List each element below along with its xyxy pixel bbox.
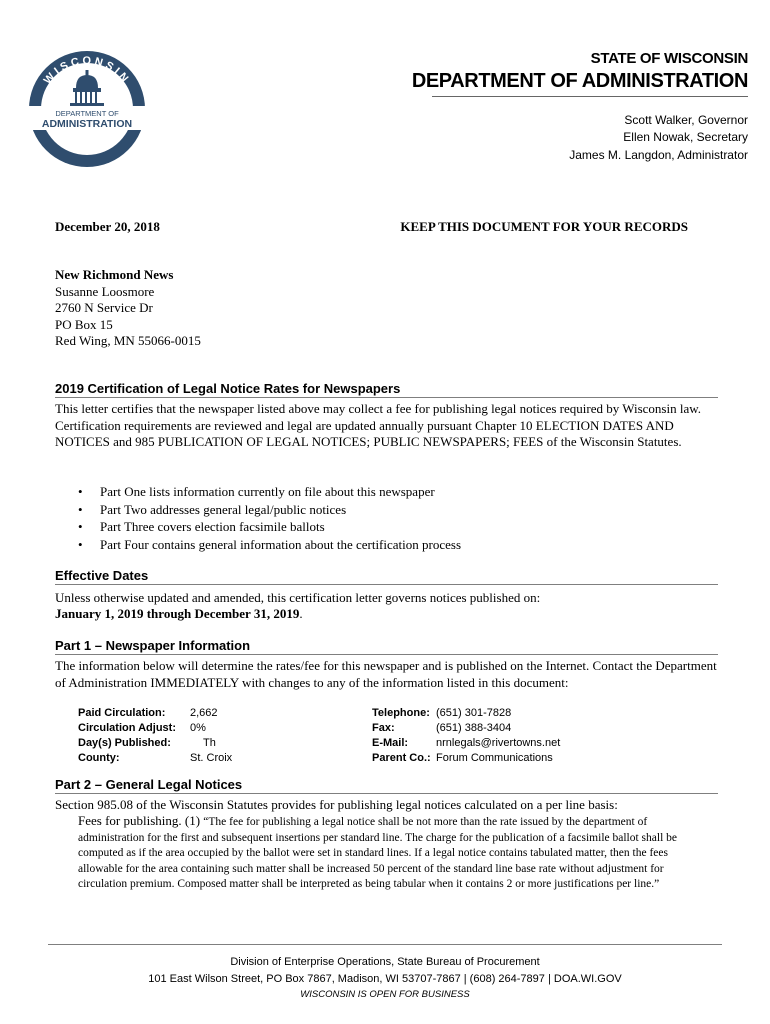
part1-body: The information below will determine the rates/fee for this newspaper and is published on the Internet. Contact the Department of Administration IMMEDIATELY with changes to any of the information listed in this document: xyxy=(55,658,717,690)
header-state: STATE OF WISCONSIN xyxy=(590,50,748,67)
logo-bottom-text: DOA.WI.GOV xyxy=(62,136,112,151)
footer-divider xyxy=(48,944,722,945)
list-item: • Part Two addresses general legal/public notices xyxy=(78,501,461,519)
certification-body: This letter certifies that the newspaper listed above may collect a fee for publishing legal notices required by Wisconsin law. Certification requirements are reviewed and legal are updated annually pursuant Chapter 10 ELECTION DATES AND NOTICES and 985 PUBLICATION OF LEGAL NOTICES; PUBLIC NEWSPAPERS; FEES of the Wisconsin Statutes. xyxy=(55,401,702,449)
footer-division: Division of Enterprise Operations, State Bureau of Procurement xyxy=(230,956,540,968)
address-line: Red Wing, MN 55066-0015 xyxy=(55,333,201,348)
header-divider xyxy=(432,96,748,97)
part1-heading: Part 1 – Newspaper Information xyxy=(55,638,718,655)
official-governor: Scott Walker, Governor xyxy=(624,113,748,127)
effective-dates: January 1, 2019 through December 31, 2019 xyxy=(55,606,300,621)
list-item: • Part One lists information currently on file about this newspaper xyxy=(78,483,461,501)
statute-quote-text: “The fee for publishing a legal notice shall be not more than the rate issued by the department of administration for the first and subsequent insertions per standard line. The charge for the publication of a facsimile ballot shall be computed as if the area occupied by the ballot were set in standard lines. If a legal notice contains tabulated matter, then the fees allowable for the area containing such matter shall be increased 50 percent of the standard line base rate without adjustment for circulation premium. Composed matter shall be interpreted as being tabular when it contains 2 or more justifications per line.” xyxy=(78,816,678,890)
effective-dates-suffix: . xyxy=(299,606,303,621)
recipient-address xyxy=(55,267,201,350)
list-item: • Part Four contains general information about the certification process xyxy=(78,536,461,554)
recipient-name: New Richmond News xyxy=(55,267,174,282)
effective-heading: Effective Dates xyxy=(55,568,718,585)
logo-arc-text: WISCONSIN xyxy=(41,54,133,87)
effective-body: Unless otherwise updated and amended, this certification letter governs notices published on: xyxy=(55,590,541,605)
address-line: Susanne Loosmore xyxy=(55,283,155,299)
effective-dates-line xyxy=(55,606,718,623)
logo-line-1: DEPARTMENT OF xyxy=(55,109,119,118)
official-secretary: Ellen Nowak, Secretary xyxy=(623,130,748,144)
keep-notice: KEEP THIS DOCUMENT FOR YOUR RECORDS xyxy=(400,219,688,234)
statute-quote xyxy=(78,813,704,893)
part2-heading: Part 2 – General Legal Notices xyxy=(55,777,718,794)
doa-logo xyxy=(26,48,148,170)
parts-list xyxy=(78,483,461,553)
part2-intro: Section 985.08 of the Wisconsin Statutes provides for publishing legal notices calculated on a per line basis: xyxy=(55,797,618,812)
official-administrator: James M. Langdon, Administrator xyxy=(569,148,748,162)
footer-slogan: WISCONSIN IS OPEN FOR BUSINESS xyxy=(300,989,470,1000)
statute-quote-lead: Fees for publishing. (1) xyxy=(78,813,204,828)
letter-date: December 20, 2018 xyxy=(55,219,160,234)
address-line: PO Box 15 xyxy=(55,316,113,332)
list-item: • Part Three covers election facsimile ballots xyxy=(78,518,461,536)
certification-heading: 2019 Certification of Legal Notice Rates for Newspapers xyxy=(55,381,718,398)
header-department: DEPARTMENT OF ADMINISTRATION xyxy=(411,70,748,92)
address-line: 2760 N Service Dr xyxy=(55,300,153,315)
logo-line-2: ADMINISTRATION xyxy=(41,118,133,130)
footer-address: 101 East Wilson Street, PO Box 7867, Madison, WI 53707-7867 | (608) 264-7897 | DOA.WI.GOV xyxy=(148,973,622,985)
